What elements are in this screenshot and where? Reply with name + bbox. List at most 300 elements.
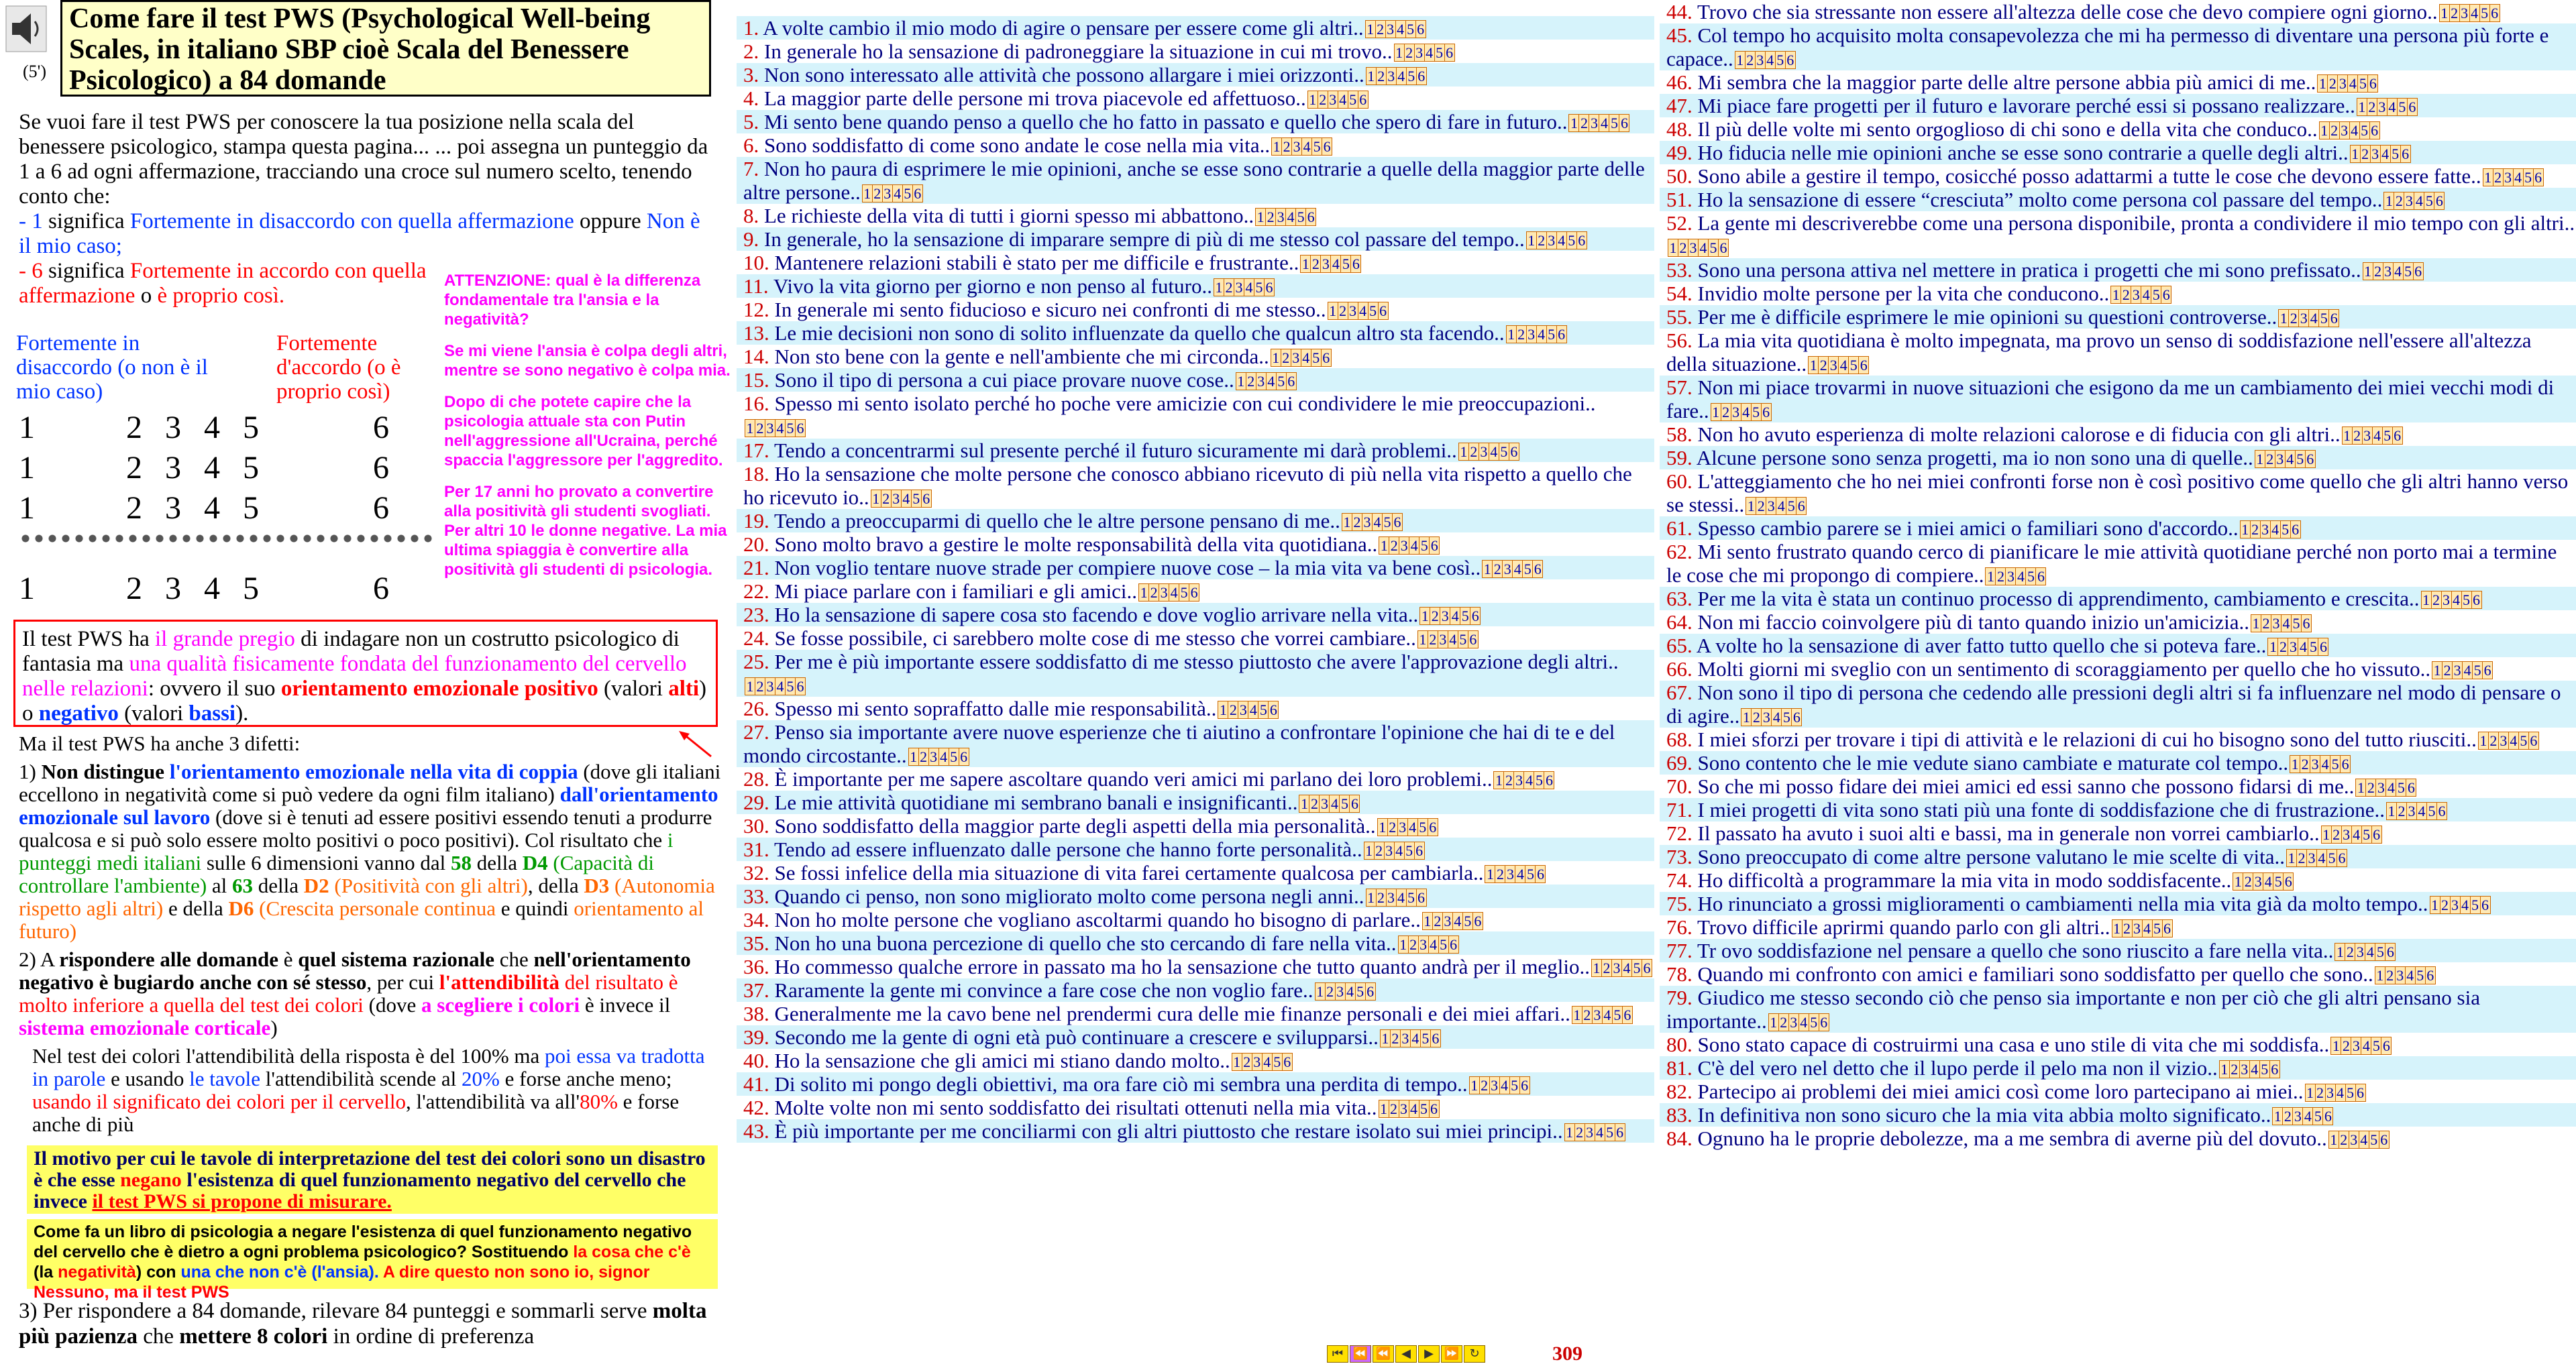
answer-scale[interactable] [1741, 708, 1802, 726]
answer-option[interactable]: 2 [1389, 537, 1399, 554]
answer-option[interactable]: 6 [2306, 451, 2314, 467]
answer-option[interactable]: 1 [1494, 772, 1504, 789]
answer-option[interactable]: 6 [1450, 936, 1458, 953]
answer-option[interactable]: 3 [2131, 286, 2141, 303]
answer-option[interactable]: 6 [1469, 631, 1477, 648]
answer-option[interactable]: 5 [2471, 897, 2481, 913]
answer-option[interactable]: 5 [1407, 68, 1417, 84]
answer-option[interactable]: 1 [2430, 897, 2440, 913]
answer-option[interactable]: 2 [1282, 138, 1292, 155]
answer-option[interactable]: 3 [1593, 1007, 1603, 1023]
answer-option[interactable]: 5 [2416, 967, 2426, 984]
answer-option[interactable]: 2 [2385, 967, 2396, 984]
answer-option[interactable]: 1 [2255, 451, 2265, 467]
answer-option[interactable]: 2 [2330, 122, 2340, 139]
answer-option[interactable]: 4 [1425, 44, 1435, 61]
answer-option[interactable]: 5 [1534, 772, 1544, 789]
answer-scale[interactable] [1364, 842, 1425, 860]
answer-option[interactable]: 4 [2381, 146, 2391, 162]
answer-option[interactable]: 2 [1409, 936, 1419, 953]
answer-option[interactable]: 2 [1242, 1054, 1252, 1070]
answer-option[interactable]: 5 [1525, 866, 1536, 883]
answer-option[interactable]: 4 [2365, 944, 2375, 960]
answer-option[interactable]: 5 [1782, 709, 1792, 726]
answer-option[interactable]: 1 [745, 678, 755, 695]
answer-option[interactable]: 5 [1273, 1054, 1283, 1070]
answer-scale[interactable] [1271, 137, 1332, 156]
answer-option[interactable]: 4 [775, 678, 786, 695]
answer-scale[interactable] [1394, 44, 1455, 62]
answer-option[interactable]: 5 [1435, 44, 1445, 61]
answer-option[interactable]: 2 [1388, 819, 1398, 836]
answer-option[interactable]: 5 [1406, 21, 1416, 38]
answer-option[interactable]: 5 [2524, 169, 2534, 186]
answer-option[interactable]: 3 [2133, 920, 2143, 937]
answer-scale[interactable] [908, 748, 969, 766]
answer-option[interactable]: 5 [1609, 115, 1619, 131]
answer-scale[interactable] [1342, 513, 1403, 531]
answer-option[interactable]: 1 [1483, 561, 1493, 577]
answer-scale[interactable] [1482, 560, 1543, 578]
answer-option[interactable]: 6 [1471, 608, 1479, 624]
answer-scale[interactable] [1300, 255, 1361, 273]
answer-option[interactable]: 1 [2320, 122, 2330, 139]
answer-option[interactable]: 5 [2375, 944, 2385, 960]
answer-option[interactable]: 5 [912, 490, 922, 507]
answer-option[interactable]: 1 [2351, 146, 2361, 162]
answer-scale[interactable] [1808, 356, 1869, 374]
answer-option[interactable]: 2 [2261, 615, 2271, 632]
answer-option[interactable]: 3 [1756, 52, 1766, 68]
answer-option[interactable]: 2 [2300, 756, 2310, 773]
answer-scale[interactable] [1218, 701, 1279, 719]
answer-option[interactable]: 5 [1632, 960, 1642, 976]
answer-scale[interactable] [1398, 935, 1459, 954]
answer-option[interactable]: 1 [1769, 1014, 1779, 1031]
answer-option[interactable]: 2 [1469, 443, 1479, 460]
answer-option[interactable]: 5 [2273, 873, 2284, 890]
answer-option[interactable]: 3 [1829, 357, 1839, 374]
answer-option[interactable]: 4 [1409, 537, 1419, 554]
answer-scale[interactable] [1458, 443, 1519, 461]
answer-option[interactable]: 4 [1772, 709, 1782, 726]
answer-option[interactable]: 1 [2233, 873, 2243, 890]
answer-option[interactable]: 3 [2377, 99, 2387, 115]
answer-option[interactable]: 3 [2261, 521, 2271, 538]
answer-option[interactable]: 5 [2151, 286, 2161, 303]
answer-option[interactable]: 4 [1515, 866, 1525, 883]
answer-option[interactable]: 4 [2406, 967, 2416, 984]
answer-scale[interactable] [1506, 325, 1567, 343]
answer-scale[interactable] [1299, 795, 1360, 813]
answer-option[interactable]: 3 [1440, 608, 1450, 624]
answer-option[interactable]: 4 [2298, 638, 2308, 655]
answer-option[interactable]: 3 [1766, 498, 1776, 514]
answer-option[interactable]: 5 [2313, 1108, 2323, 1125]
answer-option[interactable]: 3 [2310, 756, 2320, 773]
answer-option[interactable]: 6 [1616, 1124, 1624, 1141]
answer-scale[interactable] [2255, 450, 2316, 468]
answer-option[interactable]: 3 [2371, 146, 2381, 162]
answer-option[interactable]: 1 [1366, 68, 1377, 84]
answer-option[interactable]: 4 [2263, 873, 2273, 890]
answer-option[interactable]: 1 [2363, 263, 2373, 280]
answer-option[interactable]: 1 [1809, 357, 1819, 374]
answer-option[interactable]: 2 [1149, 584, 1159, 601]
answer-option[interactable]: 1 [1592, 960, 1602, 976]
answer-option[interactable]: 3 [1159, 584, 1169, 601]
answer-option[interactable]: 1 [2220, 1061, 2230, 1078]
answer-option[interactable]: 6 [1359, 91, 1367, 108]
answer-option[interactable]: 3 [2275, 451, 2286, 467]
answer-option[interactable]: 3 [2363, 427, 2373, 444]
answer-option[interactable]: 3 [1234, 279, 1244, 296]
answer-scale[interactable] [2342, 427, 2403, 445]
answer-option[interactable]: 2 [2328, 75, 2338, 92]
answer-option[interactable]: 2 [1678, 239, 1688, 256]
answer-option[interactable]: 2 [1430, 608, 1440, 624]
answer-option[interactable]: 5 [1258, 701, 1269, 718]
answer-option[interactable]: 2 [2123, 920, 2133, 937]
answer-option[interactable]: 6 [2394, 427, 2402, 444]
answer-scale[interactable] [1379, 536, 1440, 555]
answer-option[interactable]: 6 [2371, 122, 2379, 139]
answer-scale[interactable] [1379, 1100, 1440, 1118]
answer-option[interactable]: 6 [2491, 5, 2499, 21]
answer-option[interactable]: 4 [2461, 897, 2471, 913]
answer-option[interactable]: 3 [1479, 443, 1489, 460]
answer-option[interactable]: 6 [2284, 873, 2292, 890]
answer-option[interactable]: 1 [2279, 310, 2289, 327]
answer-scale[interactable] [1255, 208, 1316, 226]
answer-option[interactable]: 2 [2339, 1131, 2349, 1148]
answer-scale[interactable] [2383, 192, 2445, 210]
answer-option[interactable]: 1 [1572, 1007, 1582, 1023]
answer-option[interactable]: 4 [1537, 326, 1547, 343]
answer-scale[interactable] [1138, 583, 1199, 602]
answer-scale[interactable] [2290, 755, 2351, 773]
answer-option[interactable]: 5 [1439, 936, 1449, 953]
answer-option[interactable]: 6 [1429, 819, 1437, 836]
answer-option[interactable]: 2 [2265, 451, 2275, 467]
answer-option[interactable]: 1 [1746, 498, 1756, 514]
answer-option[interactable]: 4 [1409, 1100, 1419, 1117]
answer-option[interactable]: 6 [1474, 913, 1482, 929]
answer-option[interactable]: 3 [2006, 568, 2016, 585]
answer-option[interactable]: 4 [2271, 521, 2281, 538]
answer-option[interactable]: 1 [2356, 779, 2366, 796]
answer-option[interactable]: 2 [2450, 5, 2460, 21]
answer-scale[interactable] [1568, 114, 1629, 132]
answer-option[interactable]: 5 [1368, 302, 1379, 319]
answer-option[interactable]: 2 [1480, 1077, 1490, 1094]
answer-option[interactable]: 2 [1377, 68, 1387, 84]
answer-option[interactable]: 1 [2343, 427, 2353, 444]
answer-option[interactable]: 2 [2440, 897, 2451, 913]
answer-option[interactable]: 6 [2302, 615, 2310, 632]
answer-option[interactable]: 5 [2383, 427, 2393, 444]
answer-option[interactable]: 4 [1373, 514, 1383, 530]
answer-option[interactable]: 2 [1996, 568, 2006, 585]
answer-option[interactable]: 5 [2308, 638, 2318, 655]
answer-option[interactable]: 3 [1401, 1030, 1411, 1047]
answer-option[interactable]: 6 [1415, 842, 1424, 859]
answer-scale[interactable] [2386, 802, 2447, 820]
answer-option[interactable]: 6 [1352, 255, 1360, 272]
answer-option[interactable]: 5 [1752, 404, 1762, 420]
answer-option[interactable]: 3 [2342, 826, 2352, 843]
answer-option[interactable]: 6 [1860, 357, 1868, 374]
answer-option[interactable]: 3 [1505, 866, 1515, 883]
answer-option[interactable]: 2 [2366, 779, 2376, 796]
answer-option[interactable]: 6 [1558, 326, 1566, 343]
answer-option[interactable]: 1 [2287, 850, 2297, 866]
answer-option[interactable]: 3 [1399, 537, 1409, 554]
answer-option[interactable]: 3 [1585, 1124, 1595, 1141]
answer-option[interactable]: 2 [2283, 1108, 2293, 1125]
answer-option[interactable]: 3 [883, 185, 893, 202]
answer-option[interactable]: 3 [1514, 772, 1524, 789]
prev-chapter-icon[interactable]: ⏪ [1350, 1345, 1371, 1363]
next-page-icon[interactable]: ▶ [1418, 1345, 1440, 1363]
answer-option[interactable]: 4 [2282, 615, 2292, 632]
answer-option[interactable]: 2 [1318, 91, 1328, 108]
answer-option[interactable]: 4 [1346, 983, 1356, 1000]
answer-option[interactable]: 5 [1348, 91, 1358, 108]
answer-option[interactable]: 6 [2483, 662, 2491, 679]
answer-option[interactable]: 1 [1378, 819, 1388, 836]
answer-option[interactable]: 4 [1169, 584, 1179, 601]
answer-option[interactable]: 1 [1569, 115, 1579, 131]
answer-option[interactable]: 1 [745, 420, 755, 437]
answer-option[interactable]: 1 [2111, 286, 2121, 303]
answer-option[interactable]: 3 [1731, 404, 1741, 420]
answer-option[interactable]: 5 [1419, 537, 1430, 554]
answer-scale[interactable] [862, 184, 923, 203]
answer-scale[interactable] [1271, 349, 1332, 367]
answer-option[interactable]: 1 [1271, 349, 1281, 366]
answer-scale[interactable] [1417, 630, 1479, 648]
answer-option[interactable]: 4 [1500, 1077, 1510, 1094]
answer-option[interactable]: 3 [1387, 889, 1397, 906]
answer-option[interactable]: 6 [1283, 1054, 1291, 1070]
answer-option[interactable]: 6 [1417, 68, 1426, 84]
answer-option[interactable]: 1 [2422, 591, 2432, 608]
answer-option[interactable]: 6 [1797, 498, 1805, 514]
answer-option[interactable]: 6 [1719, 239, 1727, 256]
answer-option[interactable]: 3 [2451, 897, 2461, 913]
answer-option[interactable]: 2 [1517, 326, 1527, 343]
answer-option[interactable]: 5 [2369, 1131, 2379, 1148]
answer-option[interactable]: 3 [1321, 255, 1331, 272]
answer-option[interactable]: 2 [2297, 850, 2307, 866]
answer-option[interactable]: 5 [1254, 279, 1265, 296]
answer-option[interactable]: 1 [2318, 75, 2328, 92]
answer-option[interactable]: 1 [1316, 983, 1326, 1000]
answer-option[interactable]: 5 [2292, 615, 2302, 632]
answer-option[interactable]: 3 [1398, 819, 1408, 836]
answer-option[interactable]: 2 [2332, 826, 2342, 843]
answer-scale[interactable] [871, 490, 932, 508]
answer-option[interactable]: 1 [1420, 608, 1430, 624]
answer-option[interactable]: 5 [1407, 889, 1417, 906]
answer-scale[interactable] [2483, 168, 2544, 186]
answer-option[interactable]: 2 [881, 490, 892, 507]
answer-option[interactable]: 5 [1419, 1100, 1430, 1117]
answer-option[interactable]: 5 [1463, 913, 1473, 929]
answer-scale[interactable] [745, 419, 806, 437]
answer-option[interactable]: 6 [1269, 701, 1277, 718]
answer-option[interactable]: 3 [1276, 209, 1286, 225]
answer-option[interactable]: 5 [1296, 209, 1306, 225]
answer-option[interactable]: 2 [873, 185, 883, 202]
answer-option[interactable]: 5 [1418, 819, 1428, 836]
answer-option[interactable]: 1 [1379, 1100, 1389, 1117]
answer-option[interactable]: 1 [2273, 1108, 2283, 1125]
answer-scale[interactable] [1668, 239, 1729, 257]
answer-scale[interactable] [2328, 1131, 2390, 1149]
answer-option[interactable]: 1 [1232, 1054, 1242, 1070]
answer-option[interactable]: 1 [1741, 709, 1752, 726]
answer-option[interactable]: 2 [1579, 115, 1589, 131]
answer-option[interactable]: 2 [2443, 662, 2453, 679]
answer-scale[interactable] [1366, 67, 1427, 85]
answer-option[interactable]: 3 [2299, 310, 2309, 327]
answer-option[interactable]: 6 [2037, 568, 2045, 585]
answer-scale[interactable] [1735, 51, 1796, 69]
answer-option[interactable]: 4 [2514, 169, 2524, 186]
answer-scale[interactable] [2305, 1084, 2366, 1102]
answer-option[interactable]: 3 [1256, 373, 1267, 390]
answer-option[interactable]: 5 [1849, 357, 1859, 374]
answer-option[interactable]: 5 [1523, 561, 1533, 577]
answer-option[interactable]: 1 [2268, 638, 2278, 655]
answer-option[interactable]: 2 [1352, 514, 1362, 530]
answer-option[interactable]: 5 [2360, 122, 2370, 139]
answer-option[interactable]: 2 [1433, 913, 1443, 929]
answer-option[interactable]: 2 [1266, 209, 1276, 225]
answer-option[interactable]: 1 [2251, 615, 2261, 632]
answer-option[interactable]: 5 [2396, 779, 2406, 796]
answer-option[interactable]: 2 [2230, 1061, 2240, 1078]
answer-option[interactable]: 1 [2387, 803, 2397, 819]
answer-option[interactable]: 4 [2350, 122, 2360, 139]
answer-option[interactable]: 2 [1281, 349, 1291, 366]
answer-option[interactable]: 5 [1567, 232, 1577, 249]
answer-option[interactable]: 6 [2481, 897, 2489, 913]
answer-option[interactable]: 6 [2163, 920, 2171, 937]
answer-option[interactable]: 4 [1524, 772, 1534, 789]
answer-scale[interactable] [2112, 919, 2173, 937]
answer-option[interactable]: 3 [1419, 936, 1429, 953]
answer-option[interactable]: 5 [2327, 850, 2337, 866]
answer-option[interactable]: 1 [1342, 514, 1352, 530]
answer-option[interactable]: 3 [1362, 514, 1373, 530]
answer-option[interactable]: 5 [2404, 263, 2414, 280]
answer-option[interactable]: 2 [1338, 302, 1348, 319]
answer-option[interactable]: 3 [2271, 615, 2282, 632]
answer-option[interactable]: 5 [2319, 310, 2329, 327]
answer-option[interactable]: 3 [929, 748, 939, 765]
answer-option[interactable]: 4 [1450, 608, 1460, 624]
answer-option[interactable]: 6 [960, 748, 968, 765]
answer-option[interactable]: 5 [1341, 255, 1351, 272]
answer-option[interactable]: 3 [2351, 1037, 2361, 1054]
answer-option[interactable]: 3 [1252, 1054, 1263, 1070]
answer-scale[interactable] [1768, 1013, 1829, 1031]
answer-option[interactable]: 2 [2367, 99, 2377, 115]
answer-option[interactable]: 6 [1762, 404, 1770, 420]
answer-option[interactable]: 5 [2358, 75, 2368, 92]
answer-option[interactable]: 4 [1397, 68, 1407, 84]
answer-option[interactable]: 2 [755, 420, 765, 437]
answer-option[interactable]: 3 [1762, 709, 1772, 726]
answer-scale[interactable] [2334, 943, 2396, 961]
answer-option[interactable]: 6 [922, 490, 930, 507]
answer-scale[interactable] [2355, 779, 2416, 797]
answer-option[interactable]: 1 [1399, 936, 1409, 953]
answer-option[interactable]: 4 [1338, 91, 1348, 108]
answer-option[interactable]: 3 [1443, 913, 1453, 929]
answer-option[interactable]: 1 [2375, 967, 2385, 984]
answer-option[interactable]: 5 [1311, 349, 1322, 366]
answer-option[interactable]: 1 [909, 748, 919, 765]
answer-option[interactable]: 2 [1311, 255, 1321, 272]
answer-option[interactable]: 4 [2303, 1108, 2313, 1125]
answer-option[interactable]: 2 [2493, 169, 2504, 186]
answer-option[interactable]: 3 [2307, 850, 2317, 866]
answer-option[interactable]: 1 [1218, 701, 1228, 718]
answer-option[interactable]: 1 [2479, 732, 2489, 749]
answer-option[interactable]: 6 [2162, 286, 2170, 303]
answer-option[interactable]: 5 [1776, 52, 1786, 68]
answer-option[interactable]: 4 [1411, 1030, 1421, 1047]
answer-option[interactable]: 6 [1190, 584, 1198, 601]
answer-option[interactable]: 5 [2424, 192, 2434, 209]
answer-option[interactable]: 4 [2463, 662, 2473, 679]
answer-option[interactable]: 1 [1668, 239, 1678, 256]
answer-option[interactable]: 4 [1599, 115, 1609, 131]
answer-option[interactable]: 6 [1417, 21, 1425, 38]
answer-option[interactable]: 6 [2438, 803, 2446, 819]
answer-option[interactable]: 4 [1557, 232, 1567, 249]
answer-option[interactable]: 2 [2397, 803, 2407, 819]
answer-option[interactable]: 6 [2324, 1108, 2332, 1125]
answer-option[interactable]: 6 [1521, 1077, 1529, 1094]
answer-option[interactable]: 5 [1786, 498, 1796, 514]
answer-option[interactable]: 4 [1244, 279, 1254, 296]
answer-option[interactable]: 1 [1301, 255, 1311, 272]
answer-option[interactable]: 3 [2326, 1084, 2336, 1101]
answer-option[interactable]: 3 [1292, 138, 1302, 155]
answer-option[interactable]: 6 [796, 420, 804, 437]
answer-option[interactable]: 1 [1527, 232, 1537, 249]
answer-option[interactable]: 1 [1236, 373, 1246, 390]
answer-option[interactable]: 6 [2373, 826, 2381, 843]
answer-option[interactable]: 1 [1381, 1030, 1391, 1047]
answer-option[interactable]: 3 [2376, 779, 2386, 796]
answer-option[interactable]: 5 [1510, 1077, 1520, 1094]
answer-option[interactable]: 4 [1766, 52, 1776, 68]
answer-scale[interactable] [1564, 1123, 1625, 1141]
answer-option[interactable]: 5 [2026, 568, 2036, 585]
answer-option[interactable]: 6 [1792, 709, 1801, 726]
answer-option[interactable]: 6 [2407, 779, 2415, 796]
answer-option[interactable]: 4 [2414, 192, 2424, 209]
answer-option[interactable]: 1 [1308, 91, 1318, 108]
answer-option[interactable]: 4 [902, 490, 912, 507]
answer-scale[interactable] [1746, 497, 1807, 515]
